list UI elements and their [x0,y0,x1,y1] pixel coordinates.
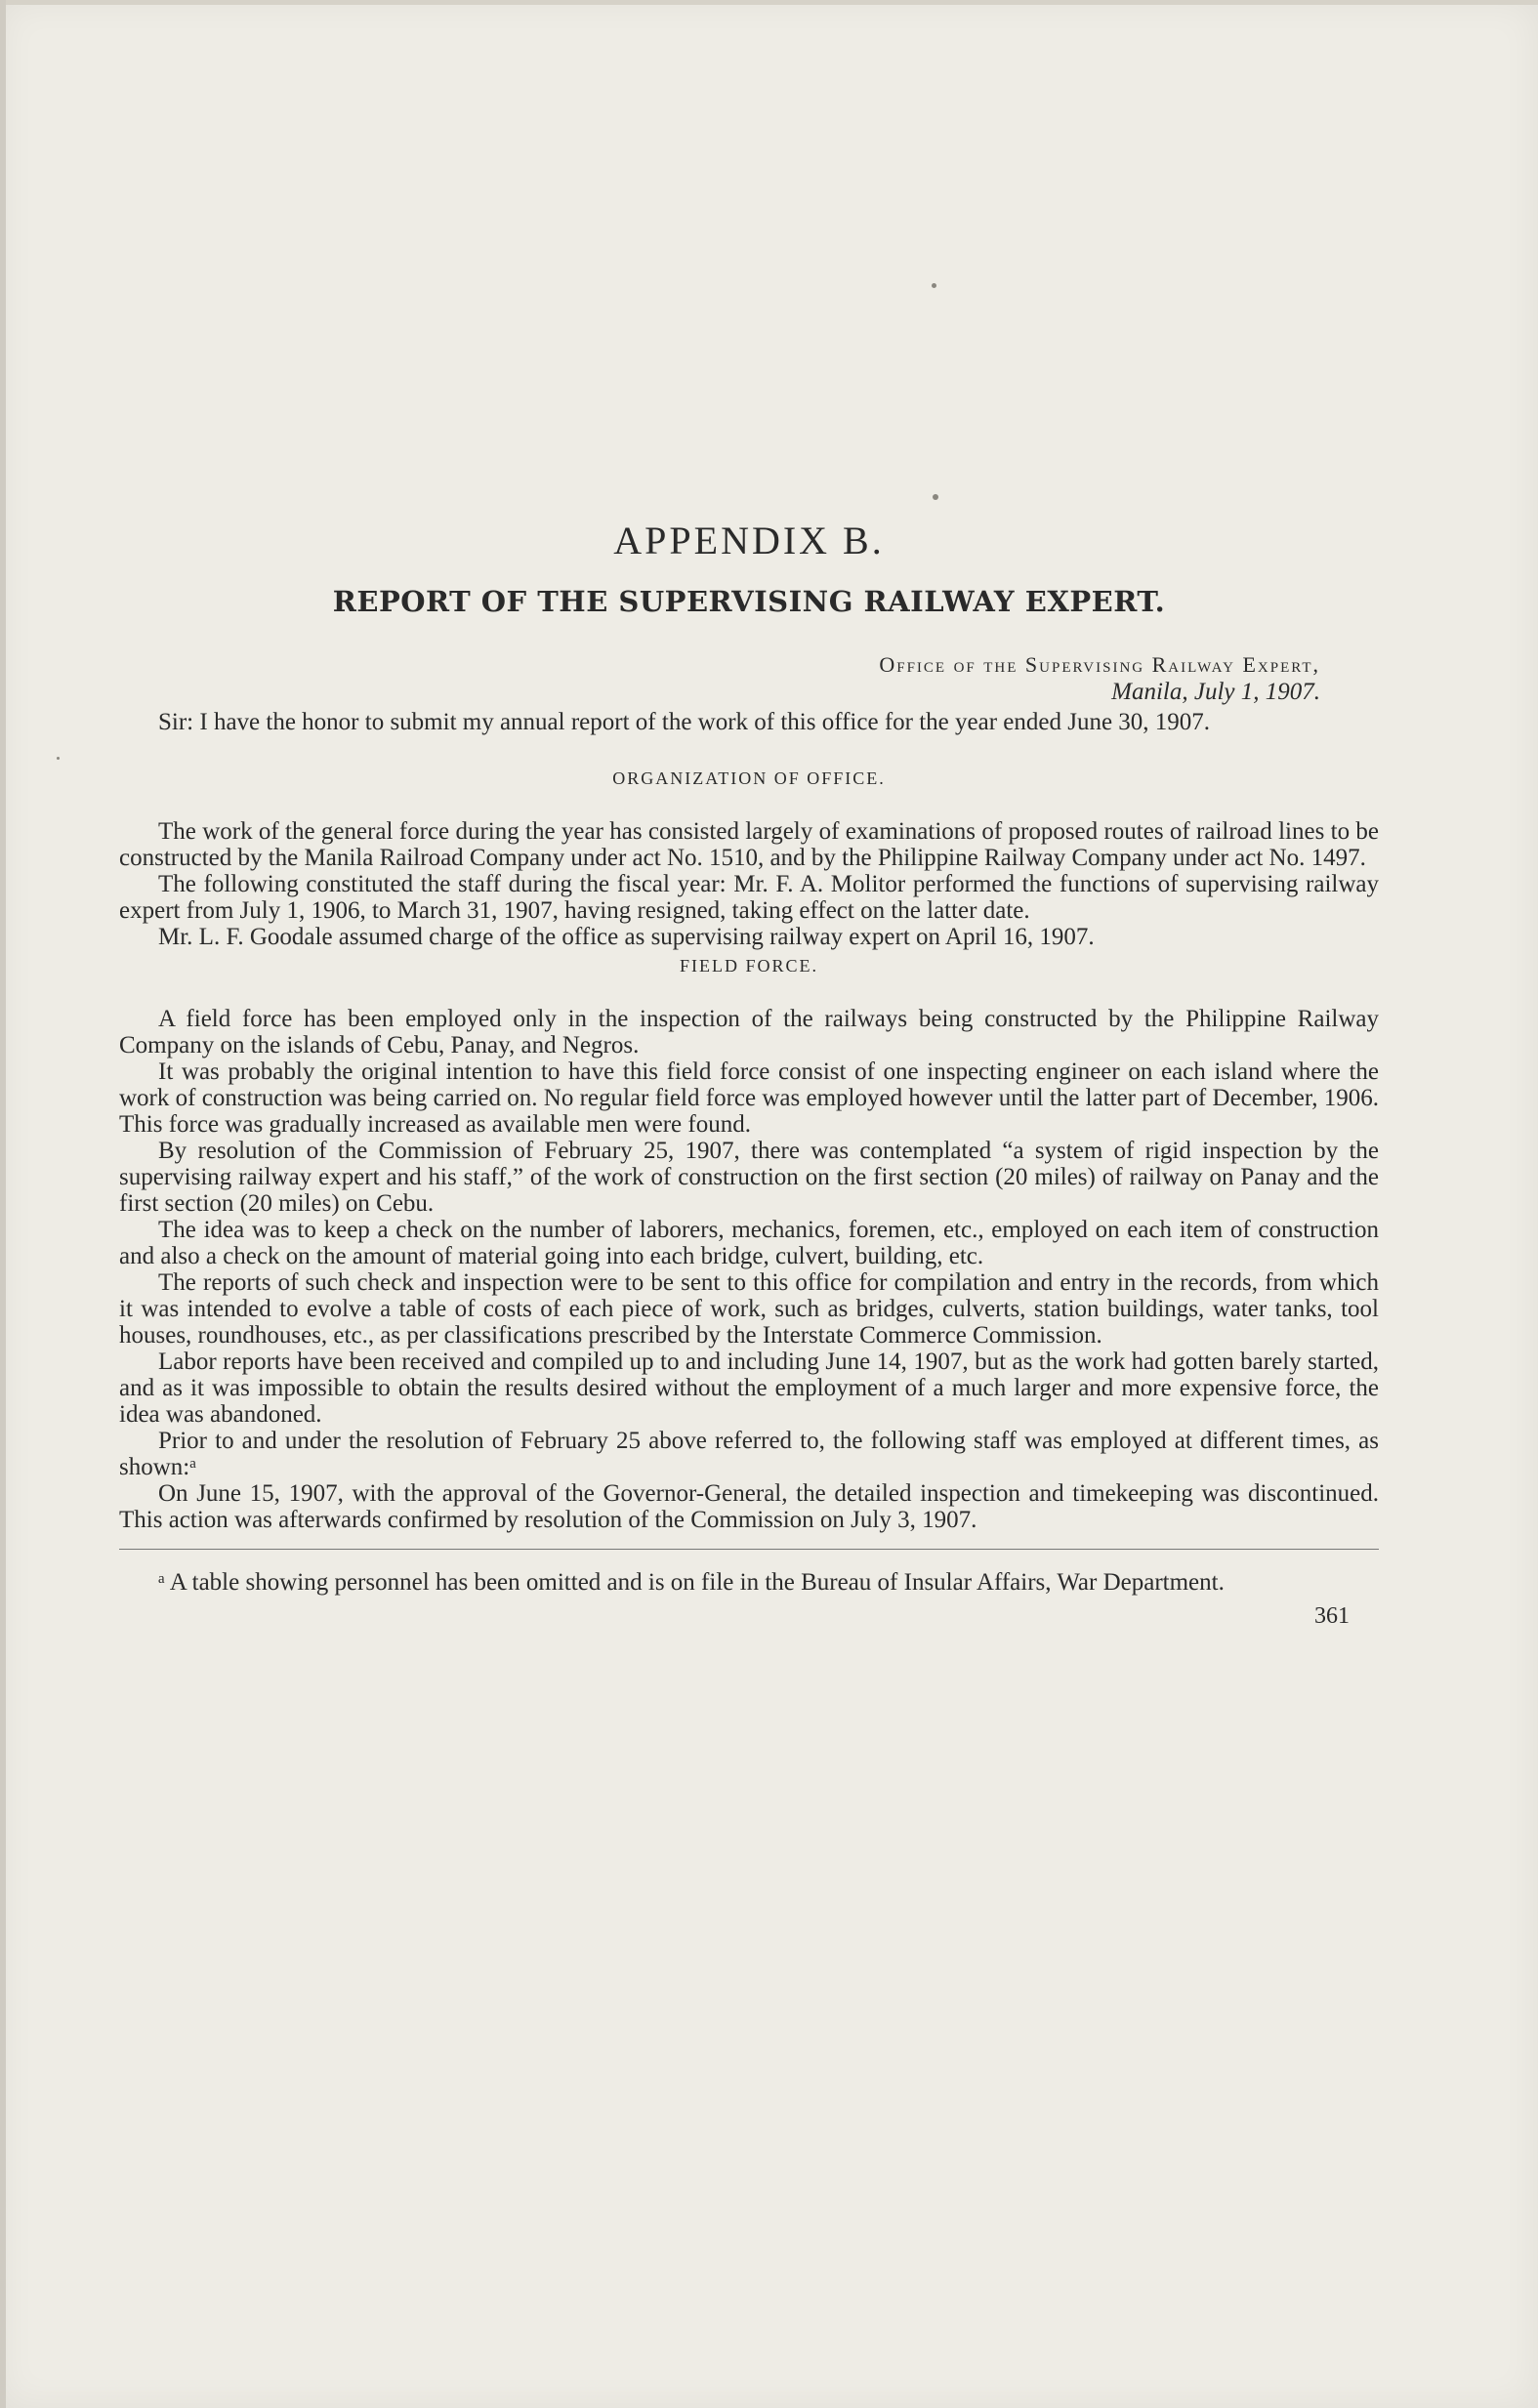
appendix-title: APPENDIX B. [613,519,885,562]
paper-speck [932,283,936,288]
section-heading-organization: ORGANIZATION OF OFFICE. [612,768,886,788]
page-number: 361 [1314,1603,1350,1629]
field-paragraph: On June 15, 1907, with the approval of the Governor-General, the detailed inspection and timekeeping was discontinued. This action was afterwards confirmed by resolution of the Commission on July 3, 1907. [119,1480,1379,1533]
field-paragraph: It was probably the original intention to have this field force consist of one inspecting engineer on each island where the work of construction was being carried on. No regular field force was employed however until the latter part of December, 1906. This force was gradually increased as available men were found. [119,1059,1379,1138]
office-line: Office of the Supervising Railway Expert, [879,652,1320,677]
field-paragraph: Prior to and under the resolution of February 25 above referred to, the following staff was employed at different times, as shown:ᵃ [119,1428,1379,1480]
field-paragraph: The reports of such check and inspection were to be sent to this office for compilation and entry in the records, from which it was intended to evolve a table of costs of each piece of work, such as bridges, culverts, station buildings, water tanks, tool houses, roundhouses, etc., as per classifications prescribed by the Interstate Commerce Commission. [119,1269,1379,1349]
organization-paragraph: The work of the general force during the year has consisted largely of examinations of proposed routes of railroad lines to be constructed by the Manila Railroad Company under act No. 1510, and by the Philippine Railway Company under act No. 1497. [119,818,1379,871]
paper-speck [57,757,60,760]
field-paragraph: By resolution of the Commission of February 25, 1907, there was contemplated “a system of rigid inspection by the supervising railway expert and his staff,” of the work of construction on the first section (20 miles) of railway on Panay and the first section (20 miles) on Cebu. [119,1138,1379,1217]
document-body [119,518,1379,1630]
field-paragraph: A field force has been employed only in the inspection of the railways being constructed by the Philippine Railway Company on the islands of Cebu, Panay, and Negros. [119,1006,1379,1059]
section-heading-field-force: FIELD FORCE. [679,956,818,976]
organization-paragraph: Mr. L. F. Goodale assumed charge of the office as supervising railway expert on April 16, 1907. [158,924,1095,950]
page-top-edge [0,0,1538,5]
organization-paragraph: The following constituted the staff during the fiscal year: Mr. F. A. Molitor performed the functions of supervising railway expert from July 1, 1906, to March 31, 1907, having resigned, taking effect on the latter date. [119,871,1379,924]
paper-speck [933,494,938,500]
salutation: Sir: I have the honor to submit my annual report of the work of this office for the year ended June 30, 1907. [158,709,1211,735]
footnote-divider [119,1549,1379,1550]
page-left-edge [0,0,6,2408]
field-paragraph: Labor reports have been received and compiled up to and including June 14, 1907, but as the work had gotten barely started, and as it was impossible to obtain the results desired without the employment of a much larger and more expensive force, the idea was abandoned. [119,1349,1379,1428]
report-title: REPORT OF THE SUPERVISING RAILWAY EXPERT. [332,585,1166,618]
footnote: ᵃ A table showing personnel has been omitted and is on file in the Bureau of Insular Affairs, War Department. [158,1569,1225,1596]
date-line: Manila, July 1, 1907. [1111,679,1320,705]
field-paragraph: The idea was to keep a check on the number of laborers, mechanics, foremen, etc., employed on each item of construction and also a check on the amount of material going into each bridge, culvert, building, etc. [119,1217,1379,1269]
